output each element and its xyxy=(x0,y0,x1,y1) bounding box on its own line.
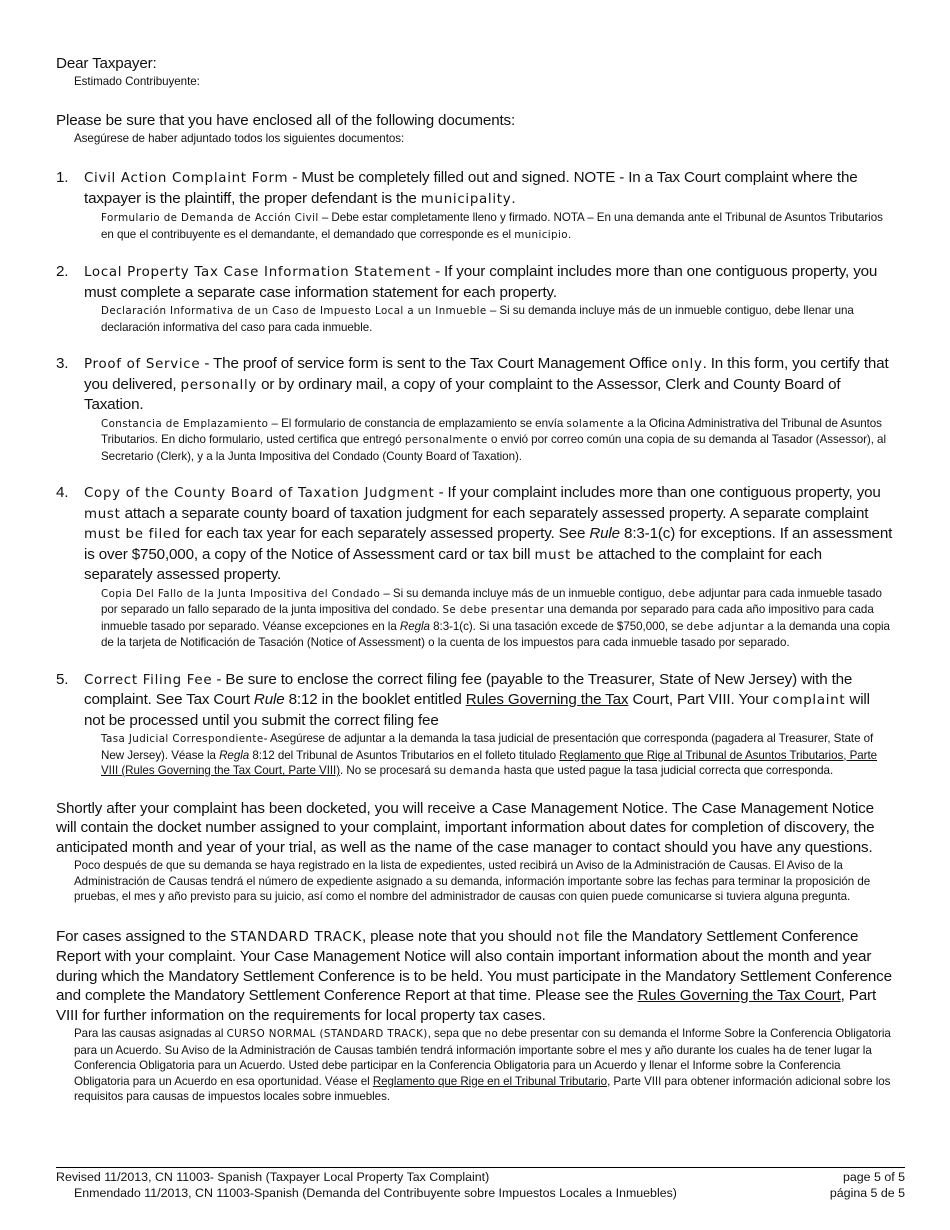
item-term: Correct Filing Fee xyxy=(84,672,213,688)
item-term: Se debe presentar xyxy=(442,604,545,616)
item-term: Proof of Service xyxy=(84,357,201,372)
item-en xyxy=(84,483,894,585)
para-text: Para las causas asignadas al xyxy=(74,1027,227,1040)
item-text: attach a separate county board of taxation judgment for each separately assessed property. A separate complaint xyxy=(120,504,869,522)
item-term: only xyxy=(671,357,703,372)
item-number: 4. xyxy=(56,484,69,501)
footer-page-number-es: página 5 de 5 xyxy=(829,1185,905,1200)
item-text: – El formulario de constancia de emplazamiento se envía xyxy=(268,416,567,430)
page-footer xyxy=(56,1167,905,1201)
item-text: for each tax year for each separately assessed property. See xyxy=(181,525,590,542)
item-term: must be filed xyxy=(84,527,182,542)
item-number: 2. xyxy=(56,263,69,280)
item-text: - Be sure to enclose the correct filing fee (payable to the Treasurer, State of New Jersey) with the complaint. See Tax Court xyxy=(84,670,853,708)
rules-booklet-title: Rules Governing the Tax Court xyxy=(637,987,841,1004)
footer-row-es xyxy=(56,1186,905,1202)
item-en xyxy=(84,262,894,302)
para-text: , sepa que xyxy=(427,1027,485,1040)
item-en xyxy=(84,168,894,209)
case-management-notice xyxy=(56,799,894,905)
item-text: or by ordinary mail, a copy of your complaint to the Assessor, Clerk and County Board of Taxation. xyxy=(84,375,841,413)
item-term: demanda xyxy=(449,765,501,777)
item-term: must be xyxy=(534,547,595,563)
item-text: - The proof of service form is sent to the Tax Court Management Office xyxy=(200,355,672,372)
rule-ref: Regla xyxy=(399,619,430,633)
item-text: a la demanda una copia de la tarjeta de Notificación de Tasación (Notice of Assessment) o la cuenta de los impuestos para cada inmueble tasado por separado. xyxy=(101,619,890,649)
para-term: no xyxy=(484,1028,499,1040)
item-term: Copia Del Fallo de la Junta Impositiva del Condado xyxy=(101,587,381,600)
para-term: CURSO NORMAL (STANDARD TRACK) xyxy=(226,1028,428,1040)
item-es xyxy=(101,303,894,335)
intro-en: Please be sure that you have enclosed all of the following documents: xyxy=(56,112,516,129)
item-text: – Debe estar completamente lleno y firmado. NOTA – En una demanda ante el Tribunal de Asuntos Tributarios en que el contribuyente es el demandante, el demandado que corresponde es el xyxy=(101,211,883,241)
para-text: file the Mandatory Settlement Conference Report with your complaint. Your Case Management Notice will also contain important information about the month and year during which the Mandatory Settlement Conference is to be held. You must participate in the Mandatory Settlement Conference and complete the Mandatory Settlement Conference Report at that time. Please see the xyxy=(56,927,892,1004)
item-text: una demanda por separado para cada año impositivo para cada inmueble tasado por separado. Véanse excepciones en la xyxy=(101,603,874,633)
item-text: 8:12 in the booklet entitled xyxy=(284,691,466,708)
item-text: . xyxy=(511,189,516,207)
item-text: . xyxy=(567,227,572,241)
rules-booklet-title: Reglamento que Rige al Tribunal de Asuntos Tributarios, Parte VIII (Rules Governing the Tax Court, Parte VIII) xyxy=(101,748,878,777)
footer-revision: Revised 11/2013, CN 11003- Spanish (Taxpayer Local Property Tax Complaint) xyxy=(56,1170,490,1184)
para-text: , Parte VIII para obtener información adicional sobre los requisitos para causas de impuestos locales sobre inmuebles. xyxy=(74,1074,891,1103)
item-number: 3. xyxy=(56,355,69,372)
checklist-item-proof-of-service xyxy=(56,354,894,464)
standard-track-notice xyxy=(56,927,894,1105)
rules-booklet-title: Reglamento que Rige en el Tribunal Tributario xyxy=(372,1074,608,1088)
greeting xyxy=(56,54,894,89)
intro xyxy=(56,111,894,146)
para-text: , Part VIII for further information on the requirements for local property tax cases. xyxy=(56,987,877,1024)
footer-page-number: page 5 of 5 xyxy=(842,1170,905,1184)
item-text: . In this form, you certify that you delivered, xyxy=(84,355,889,393)
para-term: not xyxy=(555,929,580,945)
item-text: o envió por correo común una copia de su demanda al Tasador (Assessor), al Secretario (Clerk), y a la Junta Impositiva del Condado (County Board of Taxation). xyxy=(101,433,886,463)
item-term: must xyxy=(84,506,121,522)
item-en xyxy=(84,354,894,415)
item-number: 5. xyxy=(56,670,69,688)
item-text: attached to the complaint for each separately assessed property. xyxy=(84,545,822,583)
item-number: 1. xyxy=(56,169,69,186)
item-text: Court, Part VIII. Your xyxy=(628,691,773,708)
item-text: hasta que usted pague la tasa judicial correcta que corresponda. xyxy=(500,764,834,777)
item-text: – Si su demanda incluye más de un inmueble contiguo, debe llenar una declaración informativa del caso para cada inmueble. xyxy=(101,304,854,334)
item-term: complaint xyxy=(772,693,846,708)
item-text: - Asegúrese de adjuntar a la demanda la tasa judicial de presentación que corresponda (pagadera al Treasurer, State of New Jersey). Véase la xyxy=(101,732,874,762)
item-text: . No se procesará su xyxy=(340,764,450,777)
para-text: debe presentar con su demanda el Informe Sobre la Conferencia Obligatoria para un Acuerdo. Su Aviso de la Administración de Causas también tendrá información importante sobre el mes y año durante los cuales ha de tener lugar la Conferencia Obligatoria para un Acuerdo. Usted debe participar en la Conferencia Obligatoria para un Acuerdo y llenar el Informe sobre la Conferencia Obligatoria para un Acuerdo en esa oportunidad. Véase el xyxy=(74,1027,891,1088)
item-text: 8:12 del Tribunal de Asuntos Tributarios en el folleto titulado xyxy=(249,748,560,762)
standard-en xyxy=(56,927,894,1026)
item-text: - Must be completely filled out and signed. NOTE - In a Tax Court complaint where the taxpayer is the plaintiff, the proper defendant is the xyxy=(84,169,858,207)
item-es xyxy=(101,210,894,243)
item-text: 8:3-1(c) for exceptions. If an assessment is over $750,000, a copy of the Notice of Assessment card or tax bill xyxy=(84,525,893,563)
item-text: - If your complaint includes more than one contiguous property, you must complete a separate case information statement for each property. xyxy=(84,263,878,301)
item-text: 8:3-1(c). Si una tasación excede de $750,000, se xyxy=(429,619,687,633)
item-term: debe adjuntar xyxy=(686,620,765,633)
item-es xyxy=(101,586,894,651)
rule-ref: Regla xyxy=(219,748,250,762)
rules-booklet-title: Rules Governing the Tax xyxy=(465,691,629,708)
item-term: Copy of the County Board of Taxation Judgment xyxy=(84,486,435,501)
para-term: STANDARD TRACK xyxy=(230,929,362,945)
item-term: personalmente xyxy=(404,434,488,446)
item-term: Declaración Informativa de un Caso de Impuesto Local a un Inmueble xyxy=(101,305,487,317)
document-checklist xyxy=(56,168,894,780)
greeting-es: Estimado Contribuyente: xyxy=(74,74,200,88)
item-en xyxy=(84,670,894,731)
checklist-item-filing-fee xyxy=(56,670,894,780)
item-text: will not be processed until you submit the correct filing fee xyxy=(84,691,870,729)
item-text: adjuntar para cada inmueble tasado por separado un fallo separado de la junta impositiva del condado. xyxy=(101,586,882,616)
item-text: – Si su demanda incluye más de un inmueble contiguo, xyxy=(380,586,669,600)
item-text: a la Oficina Administrativa del Tribunal de Asuntos Tributarios. En dicho formulario, usted certifica que entregó xyxy=(101,416,882,446)
checklist-item-case-information xyxy=(56,262,894,335)
para-text: For cases assigned to the xyxy=(56,927,231,945)
item-term: municipio xyxy=(514,228,568,241)
item-text: - If your complaint includes more than one contiguous property, you xyxy=(434,484,881,501)
item-term: Constancia de Emplazamiento xyxy=(101,417,269,430)
document-page xyxy=(56,54,894,1127)
intro-es: Asegúrese de haber adjuntado todos los siguientes documentos: xyxy=(74,131,405,145)
item-es xyxy=(101,416,894,465)
footer-revision-es: Enmendado 11/2013, CN 11003-Spanish (Demanda del Contribuyente sobre Impuestos Locales a Inmuebles) xyxy=(74,1185,677,1200)
notice-es: Poco después de que su demanda se haya registrado en la lista de expedientes, usted recibirá un Aviso de la Administración de Causas. El Aviso de la Administración de Causas tendrá el número de expediente asignado a su demanda, información importante sobre las fechas para terminar la proposición de pruebas, el mes y año previsto para su juicio, así como el nombre del administrador de causas con quien puede comunicarse si tuviera alguna pregunta. xyxy=(74,859,871,903)
item-es xyxy=(101,731,894,780)
rule-ref: Rule xyxy=(253,691,285,708)
item-term: solamente xyxy=(566,417,625,430)
greeting-en: Dear Taxpayer: xyxy=(56,55,157,72)
para-text: , please note that you should xyxy=(361,927,556,945)
footer-row-en xyxy=(56,1170,905,1186)
item-term: municipality xyxy=(420,191,512,207)
checklist-item-board-judgment xyxy=(56,483,894,651)
item-term: Formulario de Demanda de Acción Civil xyxy=(101,212,319,224)
item-term: personally xyxy=(180,377,258,393)
item-term: Local Property Tax Case Information Statement xyxy=(84,265,431,280)
item-term: Tasa Judicial Correspondiente xyxy=(101,733,264,745)
standard-es xyxy=(74,1026,894,1105)
item-term: Civil Action Complaint Form xyxy=(84,171,289,186)
notice-en: Shortly after your complaint has been docketed, you will receive a Case Management Notice. The Case Management Notice will contain the docket number assigned to your complaint, important information about dates for completion of discovery, the anticipated month and year of your trial, as well as the name of the case manager to contact should you have any questions. xyxy=(56,799,875,856)
rule-ref: Rule xyxy=(589,525,620,542)
item-term: debe xyxy=(668,587,696,600)
checklist-item-complaint-form xyxy=(56,168,894,243)
